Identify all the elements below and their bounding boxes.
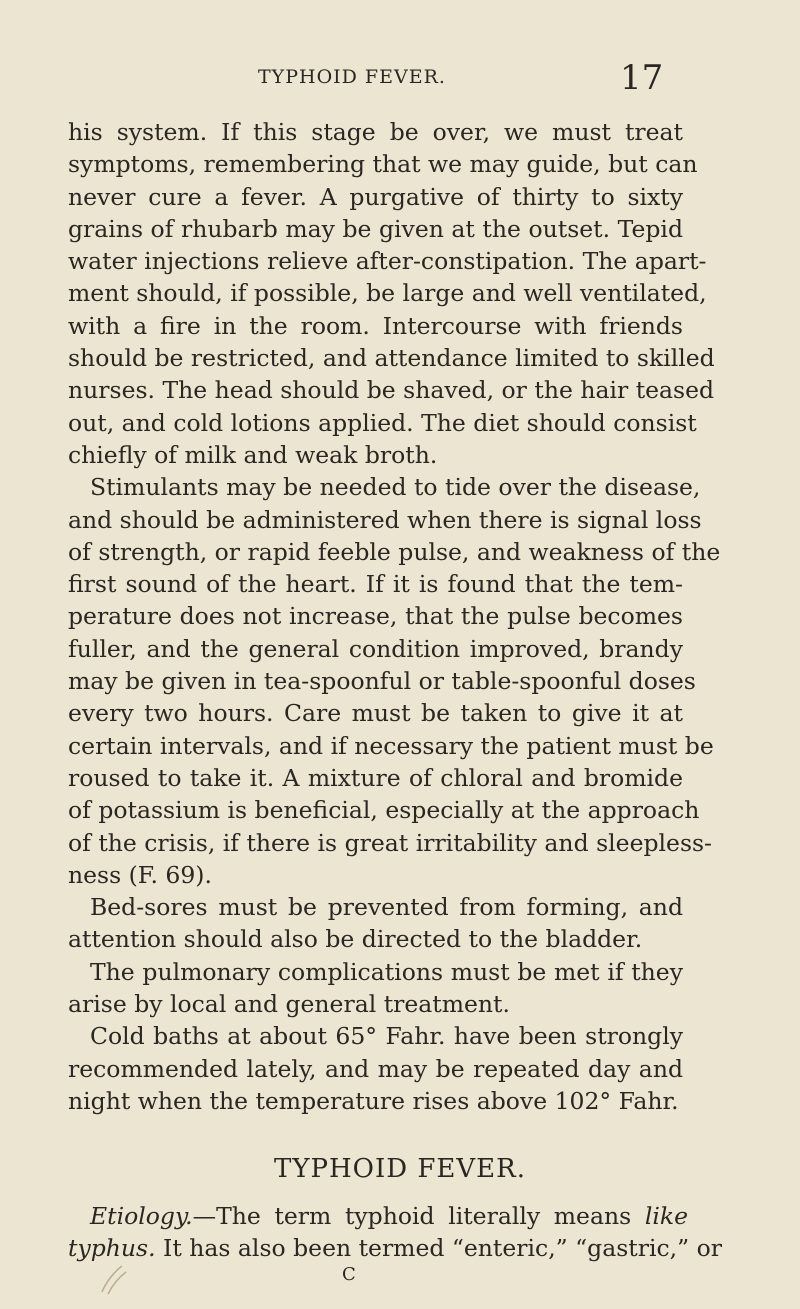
text-line: [68, 1200, 688, 1232]
section-text: [68, 1200, 722, 1265]
italic-word: like: [644, 1202, 688, 1230]
text-line: fuller, and the general condition improved, brandy: [68, 634, 683, 663]
text-line: of potassium is beneficial, especially at the approach: [68, 796, 700, 825]
text-line: with a fire in the room. Intercourse with friends: [68, 311, 683, 340]
text-fragment: It has also been termed “enteric,” “gastric,” or: [155, 1234, 722, 1263]
text-line: nurses. The head should be shaved, or the hair teased: [68, 376, 715, 405]
signature-mark: C: [342, 1264, 356, 1285]
section-heading: TYPHOID FEVER.: [274, 1154, 526, 1184]
text-line: roused to take it. A mixture of chloral and bromide: [68, 763, 683, 792]
text-line: never cure a fever. A purgative of thirty to sixty: [68, 182, 683, 211]
text-line: out, and cold lotions applied. The diet should consist: [68, 408, 697, 437]
page-number: 17: [620, 58, 664, 98]
text-line: ment should, if possible, be large and well ventilated,: [68, 279, 707, 308]
text-line: may be given in tea-spoonful or table-spoonful doses: [68, 667, 696, 696]
text-line: first sound of the heart. If it is found that the tem-: [68, 570, 683, 599]
body-text: [68, 116, 721, 1117]
text-line: recommended lately, and may be repeated day and: [68, 1054, 683, 1083]
text-line: Stimulants may be needed to tide over the disease,: [90, 473, 701, 502]
text-line: attention should also be directed to the bladder.: [68, 925, 643, 954]
text-line: his system. If this stage be over, we must treat: [68, 118, 683, 146]
text-line: grains of rhubarb may be given at the outset. Tepid: [68, 214, 683, 243]
etiology-label: Etiology.: [90, 1202, 193, 1230]
page-header: [0, 58, 800, 98]
text-line: of strength, or rapid feeble pulse, and weakness of the: [68, 537, 721, 566]
text-line: Bed-sores must be prevented from forming, and: [90, 893, 683, 922]
text-line: ness (F. 69).: [68, 860, 212, 889]
text-line: night when the temperature rises above 102° Fahr.: [68, 1086, 679, 1115]
text-line: certain intervals, and if necessary the patient must be: [68, 731, 714, 760]
text-line: of the crisis, if there is great irritability and sleepless-: [68, 828, 713, 857]
pencil-mark: [96, 1262, 130, 1298]
text-line: should be restricted, and attendance limited to skilled: [68, 344, 715, 373]
text-line: arise by local and general treatment.: [68, 990, 510, 1019]
text-line: water injections relieve after-constipation. The apart-: [68, 247, 707, 276]
text-line: [68, 1232, 722, 1264]
text-line: and should be administered when there is signal loss: [68, 505, 702, 534]
text-line: symptoms, remembering that we may guide, but can: [68, 150, 698, 179]
running-title: TYPHOID FEVER.: [258, 66, 446, 88]
text-line: The pulmonary complications must be met if they: [90, 957, 683, 986]
text-line: chiefly of milk and weak broth.: [68, 440, 438, 469]
text-line: every two hours. Care must be taken to give it at: [68, 699, 683, 728]
italic-word: typhus.: [68, 1234, 156, 1263]
text-fragment: —The term typhoid literally means: [192, 1202, 645, 1230]
text-line: Cold baths at about 65° Fahr. have been strongly: [90, 1022, 683, 1051]
text-line: perature does not increase, that the pulse becomes: [68, 602, 683, 631]
